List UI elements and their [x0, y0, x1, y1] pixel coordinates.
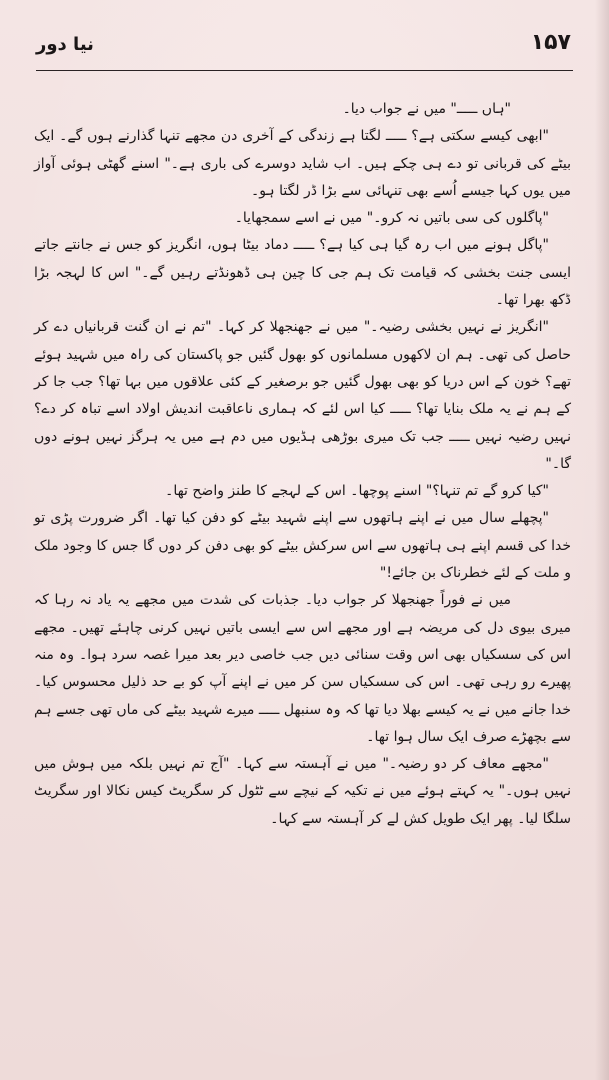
header-rule — [36, 70, 573, 71]
paragraph: "کیا کرو گے تم تنہا؟" اسنے پوچھا۔ اس کے لہجے کا طنز واضح تھا۔ — [165, 483, 549, 500]
page-edge-shadow — [595, 0, 609, 1080]
page-number: ۱۵۷ — [530, 30, 571, 55]
paragraph: "ابھی کیسے سکتی ہے؟ ـــــ لگتا ہے زندگی کے آخری دن مجھے تنہا گذارنے ہوں گے۔ ایک بیٹے کی قربانی تو دے ہی چکے ہیں۔ اب شاید دوسرے کی باری ہے۔" اسنے گھٹی ہوئی آواز میں یوں کہا جیسے اُسے بھی تنہائی سے بڑا ڈر لگتا ہو۔ — [34, 128, 571, 199]
paragraph: میں نے فوراً جھنجھلا کر جواب دیا۔ جذبات کی شدت میں مجھے یہ یاد نہ رہا کہ میری بیوی دل کی مریضہ ہے اور مجھے اس سے ایسی باتیں نہیں کرنی چاہئے تھیں۔ مجھے اس کی سسکیاں بھی اس وقت سنائی دیں جب خاصی دیر بعد میرا غصہ سرد ہوا۔ وہ منہ پھیرے رو رہی تھی۔ اس کی سسکیاں سن کر میں نے اپنے آپ کو بے حد ذلیل محسوس کیا۔ خدا جانے میں نے یہ کیسے بھلا دیا تھا کہ وہ سنبھل ـــــ میرے شہید بیٹے کی ماں تھی جسے ہم سے بچھڑے صرف ایک سال ہوا تھا۔ — [34, 592, 571, 745]
paragraph: "پاگل ہونے میں اب رہ گیا ہی کیا ہے؟ ـــــ دماد بیٹا ہوں، انگریز کو جس نے جانتے جاتے ایسی جنت بخشی کہ قیامت تک ہم جی کا چین ہی ڈھونڈتے رہیں گے۔" اس کا لہجہ بڑا ڈکھ بھرا تھا۔ — [34, 237, 571, 309]
paragraph: "ہاں ـــــ" میں نے جواب دیا۔ — [342, 101, 511, 117]
body-text — [34, 96, 571, 833]
paragraph: "انگریز نے نہیں بخشی رضیہ۔" میں نے جھنجھلا کر کہا۔ "تم نے ان گنت قربانیاں دے کر حاصل کی تھی۔ ہم ان لاکھوں مسلمانوں کو بھول گئیں جو پاکستان کی راہ میں شہید ہوئے تھے؟ خون کے اس دریا کو بھی بھول گئیں جو برصغیر کے کئی علاقوں میں بہا تھا؟ جب جا کر کے ہم نے یہ ملک بنایا تھا؟ ـــــ کیا اس لئے کہ ہماری ناعاقبت اندیش اولاد اسے تباہ کر دے؟ نہیں رضیہ نہیں ـــــ جب تک میری بوڑھی ہڈیوں میں دم ہے میں یہ ہرگز نہیں ہونے دوں گا۔" — [34, 319, 571, 472]
paragraph: "مجھے معاف کر دو رضیہ۔" میں نے آہستہ سے کہا۔ "آج تم نہیں بلکہ میں ہوش میں نہیں ہوں۔" یہ کہتے ہوئے میں نے تکیہ کے نیچے سے ٹٹول کر سگریٹ کیس نکالا اور سگریٹ سلگا لیا۔ پھر ایک طویل کش لے کر آہستہ سے کہا۔ — [34, 756, 571, 827]
paragraph: "پچھلے سال میں نے اپنے ہاتھوں سے اپنے شہید بیٹے کو دفن کیا تھا۔ اگر ضرورت پڑی تو خدا کی قسم اپنے ہی ہاتھوں سے اس سرکش بیٹے کو بھی دفن کر دوں گا جس کا وجود ملک و ملت کے لئے خطرناک بن جائے!" — [34, 510, 571, 582]
page-header — [36, 30, 571, 66]
paragraph: "پاگلوں کی سی باتیں نہ کرو۔" میں نے اسے سمجھایا۔ — [234, 210, 549, 227]
running-title: نیا دور — [36, 34, 94, 55]
